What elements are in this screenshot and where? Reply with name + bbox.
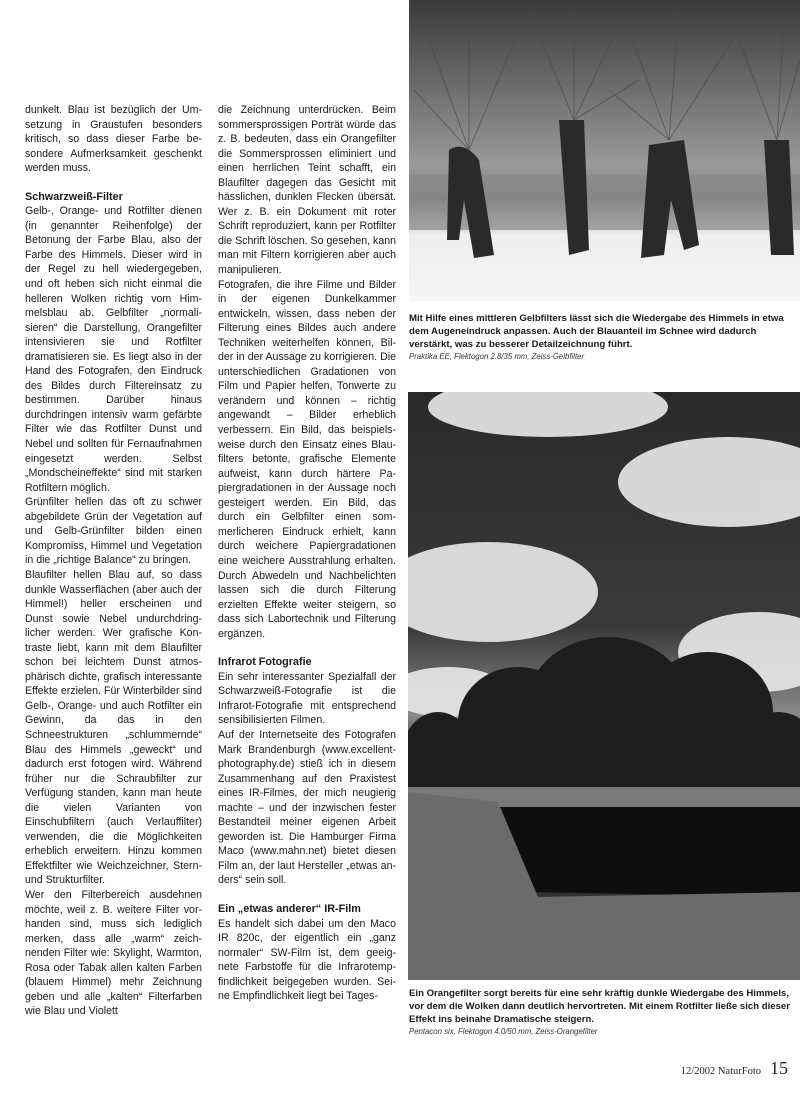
photo-snowy-willows-illustration xyxy=(409,0,800,301)
photo-caption-1 xyxy=(409,313,799,362)
paragraph: Grünfilter hellen das oft zu schwer abgebildete Grün der Vegetation auf und Gelb-Grünfilter bilden einen Kompromiss, Himmel und Vegetation in die „richtige Balance“ zu bringen. xyxy=(25,496,202,567)
paragraph: Wer den Filterbereich ausdehnen möchte, weil z. B. weitere Filter vorhanden sind, muss sich lediglich merken, dass alle „warm“ zeichnenden Filter wie: Skylight, Warmton, Rosa oder Tabak allen kalten Farben (blauem Himmel) mehr Zeichnung geben und alle „kalten“ Filterfarben wie Blau und Violett xyxy=(25,888,202,1018)
issue-label: 12/2002 NaturFoto xyxy=(680,1066,761,1077)
paragraph: Blaufilter hellen Blau auf, so dass dunkle Wasserflächen (aber auch der Himmel!) heller erscheinen und Dunst sowie Nebel undurchdringlicher werden. Wer grafische Kontraste liebt, kann mit dem Blaufilter schon bei leichtem Dunst atmosphärisch dichte, grafisch interessante Effekte erzielen. Für Winterbilder sind Gelb-, Orange- und auch Rotfilter ein Gewinn, da das in den Schneestrukturen „schlummernde“ Blau des Himmels „geweckt“ und dadurch erst fotogen wird. Während früher nur die Schraubfilter zur Verfügung standen, kann man heute die vielen Varianten von Einschubfiltern (auch Verlauffilter) verwenden, die die Möglichkeiten erheblich erweitern. Hinzu kommen Effektfilter wie Weichzeichner, Stern- und Strukturfilter. xyxy=(25,568,202,887)
section-heading-ir-film: Ein „etwas anderer“ IR-Film xyxy=(218,902,361,915)
caption-text: Mit Hilfe eines mittleren Gelbfilters lässt sich die Wiedergabe des Himmels in etwa dem Augeneindruck anpassen. Auch der Blauanteil im Schnee wird dadurch verstärkt, was zu besserer Detailzeichnung führt. xyxy=(409,313,784,350)
paragraph: Fotografen, die ihre Filme und Bilder in der eigenen Dunkelkammer entwickeln, wissen, dass neben der Filterung eines Bildes auch andere Techniken weiterhelfen können, Bilder in der Aussage zu korrigieren. Die unterschiedlichen Gradationen von Film und Papier helfen, Tonwerte zu verändern und können – richtig angewandt – Bilder erheblich verbessern. Ein Bild, das beispielsweise durch den Einsatz eines Blaufilters betonte, grafische Elemente aufweist, kann durch härtere Papiergradationen in der Aussage noch gesteigert werden. Ein Bild, das durch ein Gelbfilter einen sommerlicheren Eindruck erhielt, kann durch weichere Papiergradationen eine weichere Ausstrahlung erhalten. Durch Abwedeln und Nachbelichten lassen sich die durch Filterung erzielten Effekte weiter steigern, so dass sich Labortechnik und Filterung ergänzen. xyxy=(218,278,396,640)
paragraph: Gelb-, Orange- und Rotfilter dienen (in genannter Reihenfolge) der Betonung der Farbe Blau, also der Farbe des Himmels. Dieser wird in der Regel zu hell wiedergegeben, und oft heben sich nicht einmal die helleren Wolken richtig vom Himmelsblau ab. Gelbfilter „normalisieren“ die Darstellung, Orangefilter intensivieren sie und Rotfilter dramatisieren sie. Es liegt also in der Hand des Fotografen, den Eindruck des Bildes durch Filtereinsatz zu bestimmen. Darüber hinaus durchdringen intensiv warm gefärbte Filter wie das Rotfilter Dunst und Nebel und sollten für Fernaufnahmen eingesetzt werden. Selbst „Mondscheineffekte“ sind mit starken Rotfiltern möglich. xyxy=(25,205,202,494)
paragraph: dunkelt. Blau ist bezüglich der Umsetzung in Graustufen besonders kritisch, so dass dieser Farbe besondere Aufmerksamkeit geschenkt werden muss. xyxy=(25,104,202,175)
text-column-2 xyxy=(218,103,396,1004)
paragraph: Auf der Internetseite des Fotografen Mark Brandenburgh (www.excellent-photography.de) stieß ich in diesem Zusammenhang auf den Praxistest eines IR-Filmes, der mich neugierig machte – und der inzwischen fester Bestandteil meiner eigenen Arbeit geworden ist. Die Hamburger Firma Maco (www.mahn.net) bietet diesen Film an, der laut Hersteller „etwas anders“ sein soll. xyxy=(218,728,396,887)
caption-credit: Pentacon six, Flektogon 4.0/50 mm, Zeiss-Orangefilter xyxy=(409,1027,598,1037)
page-footer xyxy=(681,1058,788,1079)
paragraph: Es handelt sich dabei um den Maco IR 820c, der eigentlich ein „ganz normaler“ SW-Film ist, dem geeignete Farbstoffe für die Infrarotempfindlichkeit beigegeben wurden. Seine Empfindlichkeit liegt bei Tages- xyxy=(218,917,396,1003)
section-heading-infrarot: Infrarot Fotografie xyxy=(218,656,312,669)
photo-caption-2 xyxy=(409,988,799,1037)
caption-credit: Praktika EE, Flektogon 2.8/35 mm, Zeiss-Gelbfilter xyxy=(409,352,585,362)
caption-text: Ein Orangefilter sorgt bereits für eine sehr kräftig dunkle Wiedergabe des Himmels, vor dem die Wolken dann deutlich hervortreten. Mit einem Rotfilter ließe sich dieser Effekt ins beinahe Dramatische steigern. xyxy=(409,988,790,1025)
photo-cloud-landscape-illustration xyxy=(408,392,800,980)
paragraph: die Zeichnung unterdrücken. Beim sommersprossigen Porträt würde das z. B. bedeuten, dass ein Orangefilter die Sommersprossen eliminiert und einen herrlichen Teint schafft, ein Blaufilter dagegen das Gesicht mit hässlichen, dunklen Flecken übersät. Wer z. B. ein Dokument mit roter Schrift reproduziert, kann per Rotfilter die Schrift löschen. So gesehen, kann man mit Filtern korrigieren aber auch manipulieren. xyxy=(218,104,396,277)
text-column-1 xyxy=(25,103,202,1019)
section-heading-schwarzweiss-filter: Schwarzweiß-Filter xyxy=(25,190,123,203)
photo-snowy-willows xyxy=(409,0,800,301)
page-number: 15 xyxy=(770,1058,788,1078)
paragraph: Ein sehr interessanter Spezialfall der Schwarzweiß-Fotografie ist die Infrarot-Fotografie mit entsprechend sensibilisierten Filmen. xyxy=(218,670,396,727)
photo-cloud-landscape xyxy=(408,392,800,980)
